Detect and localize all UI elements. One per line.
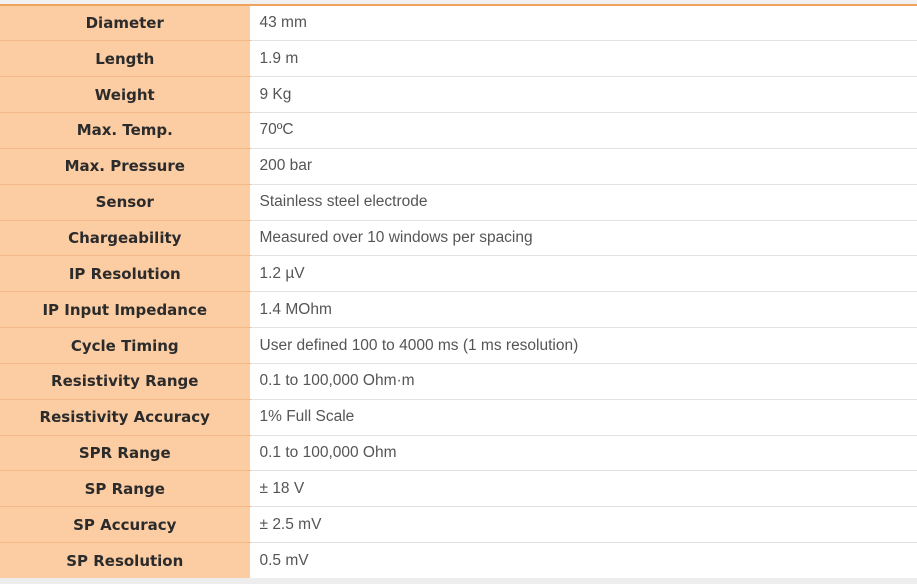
spec-label: IP Input Impedance	[0, 292, 250, 328]
spec-label: Max. Temp.	[0, 113, 250, 149]
spec-row-sp-resolution	[0, 543, 917, 579]
spec-label: Weight	[0, 77, 250, 113]
spec-label: Length	[0, 41, 250, 77]
spec-label: SP Accuracy	[0, 507, 250, 543]
spec-value: 70ºC	[250, 113, 917, 149]
spec-label: SPR Range	[0, 435, 250, 471]
spec-value: User defined 100 to 4000 ms (1 ms resolution)	[250, 328, 917, 364]
spec-row-weight	[0, 77, 917, 113]
spec-label: Sensor	[0, 184, 250, 220]
spec-value: 200 bar	[250, 148, 917, 184]
spec-value: 9 Kg	[250, 77, 917, 113]
spec-table-body	[0, 5, 917, 579]
spec-value: ± 2.5 mV	[250, 507, 917, 543]
spec-label: Max. Pressure	[0, 148, 250, 184]
spec-value: 1.4 MOhm	[250, 292, 917, 328]
spec-row-sp-range	[0, 471, 917, 507]
spec-row-max-temp	[0, 113, 917, 149]
spec-value: Stainless steel electrode	[250, 184, 917, 220]
spec-value: 0.1 to 100,000 Ohm·m	[250, 363, 917, 399]
spec-row-sp-accuracy	[0, 507, 917, 543]
spec-value: 43 mm	[250, 5, 917, 41]
spec-label: SP Range	[0, 471, 250, 507]
spec-table	[0, 4, 917, 579]
spec-label: SP Resolution	[0, 543, 250, 579]
spec-label: Diameter	[0, 5, 250, 41]
spec-label: Resistivity Range	[0, 363, 250, 399]
spec-row-max-pressure	[0, 148, 917, 184]
spec-row-resistivity-accuracy	[0, 399, 917, 435]
spec-value: Measured over 10 windows per spacing	[250, 220, 917, 256]
spec-value: ± 18 V	[250, 471, 917, 507]
spec-row-cycle-timing	[0, 328, 917, 364]
spec-value: 0.1 to 100,000 Ohm	[250, 435, 917, 471]
spec-row-ip-resolution	[0, 256, 917, 292]
spec-label: IP Resolution	[0, 256, 250, 292]
spec-row-ip-input-impedance	[0, 292, 917, 328]
spec-row-chargeability	[0, 220, 917, 256]
spec-value: 0.5 mV	[250, 543, 917, 579]
spec-row-length	[0, 41, 917, 77]
spec-row-sensor	[0, 184, 917, 220]
spec-label: Cycle Timing	[0, 328, 250, 364]
spec-row-diameter	[0, 5, 917, 41]
page-bottom-divider	[0, 578, 917, 584]
spec-value: 1.2 µV	[250, 256, 917, 292]
spec-label: Resistivity Accuracy	[0, 399, 250, 435]
spec-value: 1% Full Scale	[250, 399, 917, 435]
spec-row-resistivity-range	[0, 363, 917, 399]
spec-label: Chargeability	[0, 220, 250, 256]
spec-value: 1.9 m	[250, 41, 917, 77]
spec-row-spr-range	[0, 435, 917, 471]
